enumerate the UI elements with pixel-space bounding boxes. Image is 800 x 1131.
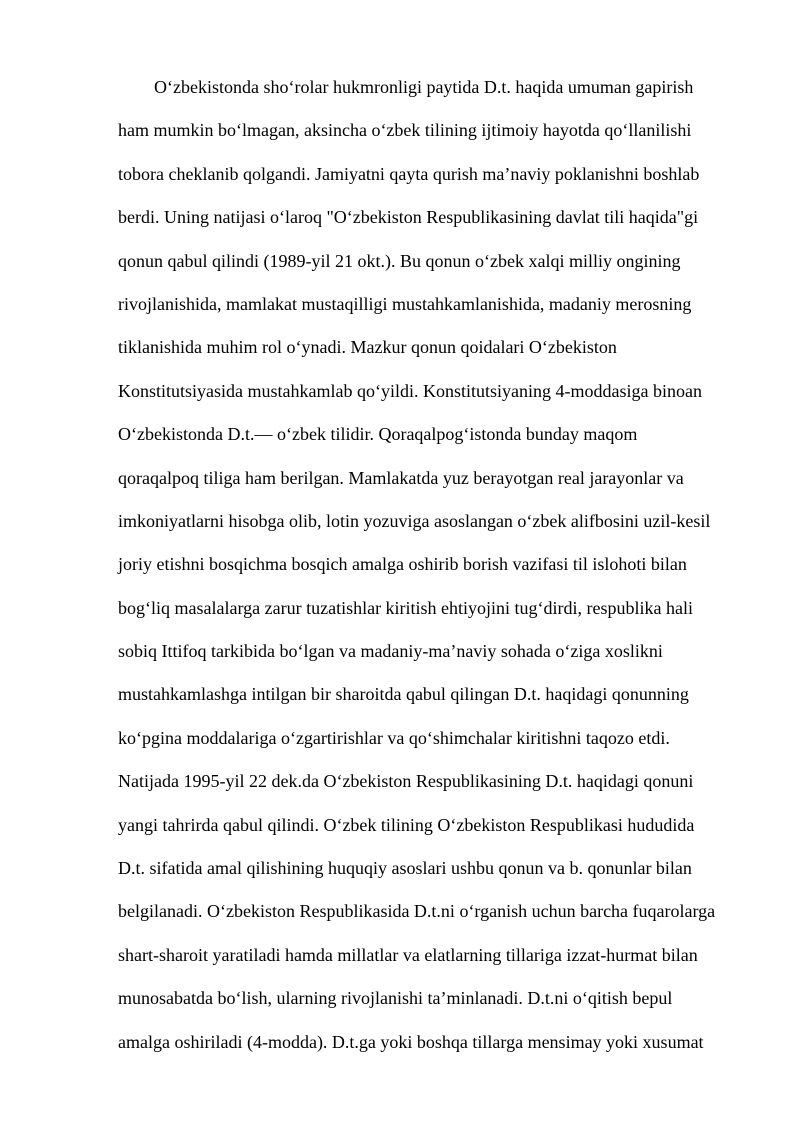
text-line: joriy etishni bosqichma bosqich amalga oshirib borish vazifasi til islohoti bilan	[118, 554, 687, 575]
text-line: munosabatda bo‘lish, ularning rivojlanishi ta’minlanadi. D.t.ni o‘qitish bepul	[118, 988, 673, 1009]
text-line: imkoniyatlarni hisobga olib, lotin yozuviga asoslangan o‘zbek alifbosini uzil-kesil	[118, 510, 711, 531]
text-line: amalga oshiriladi (4-modda). D.t.ga yoki boshqa tillarga mensimay yoki xusumat	[118, 1031, 704, 1052]
text-line: qonun qabul qilindi (1989-yil 21 okt.). Bu qonun o‘zbek xalqi milliy ongining	[118, 250, 681, 271]
text-line: ham mumkin bo‘lmagan, aksincha o‘zbek tilining ijtimoiy hayotda qo‘llanilishi	[118, 120, 692, 141]
text-line: rivojlanishida, mamlakat mustaqilligi mustahkamlanishida, madaniy merosning	[118, 293, 692, 314]
text-line: O‘zbekistonda sho‘rolar hukmronligi paytida D.t. haqida umuman gapirish	[154, 77, 694, 97]
text-line: yangi tahrirda qabul qilindi. O‘zbek tilining O‘zbekiston Respublikasi hududida	[118, 814, 695, 835]
text-line: ko‘pgina moddalariga o‘zgartirishlar va qo‘shimchalar kiritishni taqozo etdi.	[118, 727, 670, 748]
text-line: tiklanishida muhim rol o‘ynadi. Mazkur qonun qoidalari O‘zbekiston	[118, 337, 617, 358]
text-line: berdi. Uning natijasi o‘laroq "O‘zbekiston Respublikasining davlat tili haqida"gi	[118, 207, 699, 228]
text-line: D.t. sifatida amal qilishining huquqiy asoslari ushbu qonun va b. qonunlar bilan	[118, 858, 692, 879]
text-line: belgilanadi. O‘zbekiston Respublikasida D.t.ni o‘rganish uchun barcha fuqarolarga	[118, 901, 716, 922]
text-line: tobora cheklanib qolgandi. Jamiyatni qayta qurish ma’naviy poklanishni boshlab	[118, 163, 700, 184]
text-line: sobiq Ittifoq tarkibida bo‘lgan va madaniy-ma’naviy sohada o‘ziga xoslikni	[118, 641, 663, 662]
text-line: O‘zbekistonda D.t.— o‘zbek tilidir. Qoraqalpog‘istonda bunday maqom	[118, 424, 638, 445]
text-line: Konstitutsiyasida mustahkamlab qo‘yildi. Konstitutsiyaning 4-moddasiga binoan	[118, 380, 702, 401]
text-line: Natijada 1995-yil 22 dek.da O‘zbekiston Respublikasining D.t. haqidagi qonuni	[118, 771, 694, 792]
text-line: qoraqalpoq tiliga ham berilgan. Mamlakatda yuz berayotgan real jarayonlar va	[118, 467, 684, 488]
text-line: shart-sharoit yaratiladi hamda millatlar va elatlarning tillariga izzat-hurmat bilan	[118, 944, 698, 965]
text-line: mustahkamlashga intilgan bir sharoitda qabul qilingan D.t. haqidagi qonunning	[118, 684, 689, 705]
text-line: bog‘liq masalalarga zarur tuzatishlar kiritish ehtiyojini tug‘dirdi, respublika hali	[118, 597, 694, 618]
body-text	[118, 66, 728, 1064]
